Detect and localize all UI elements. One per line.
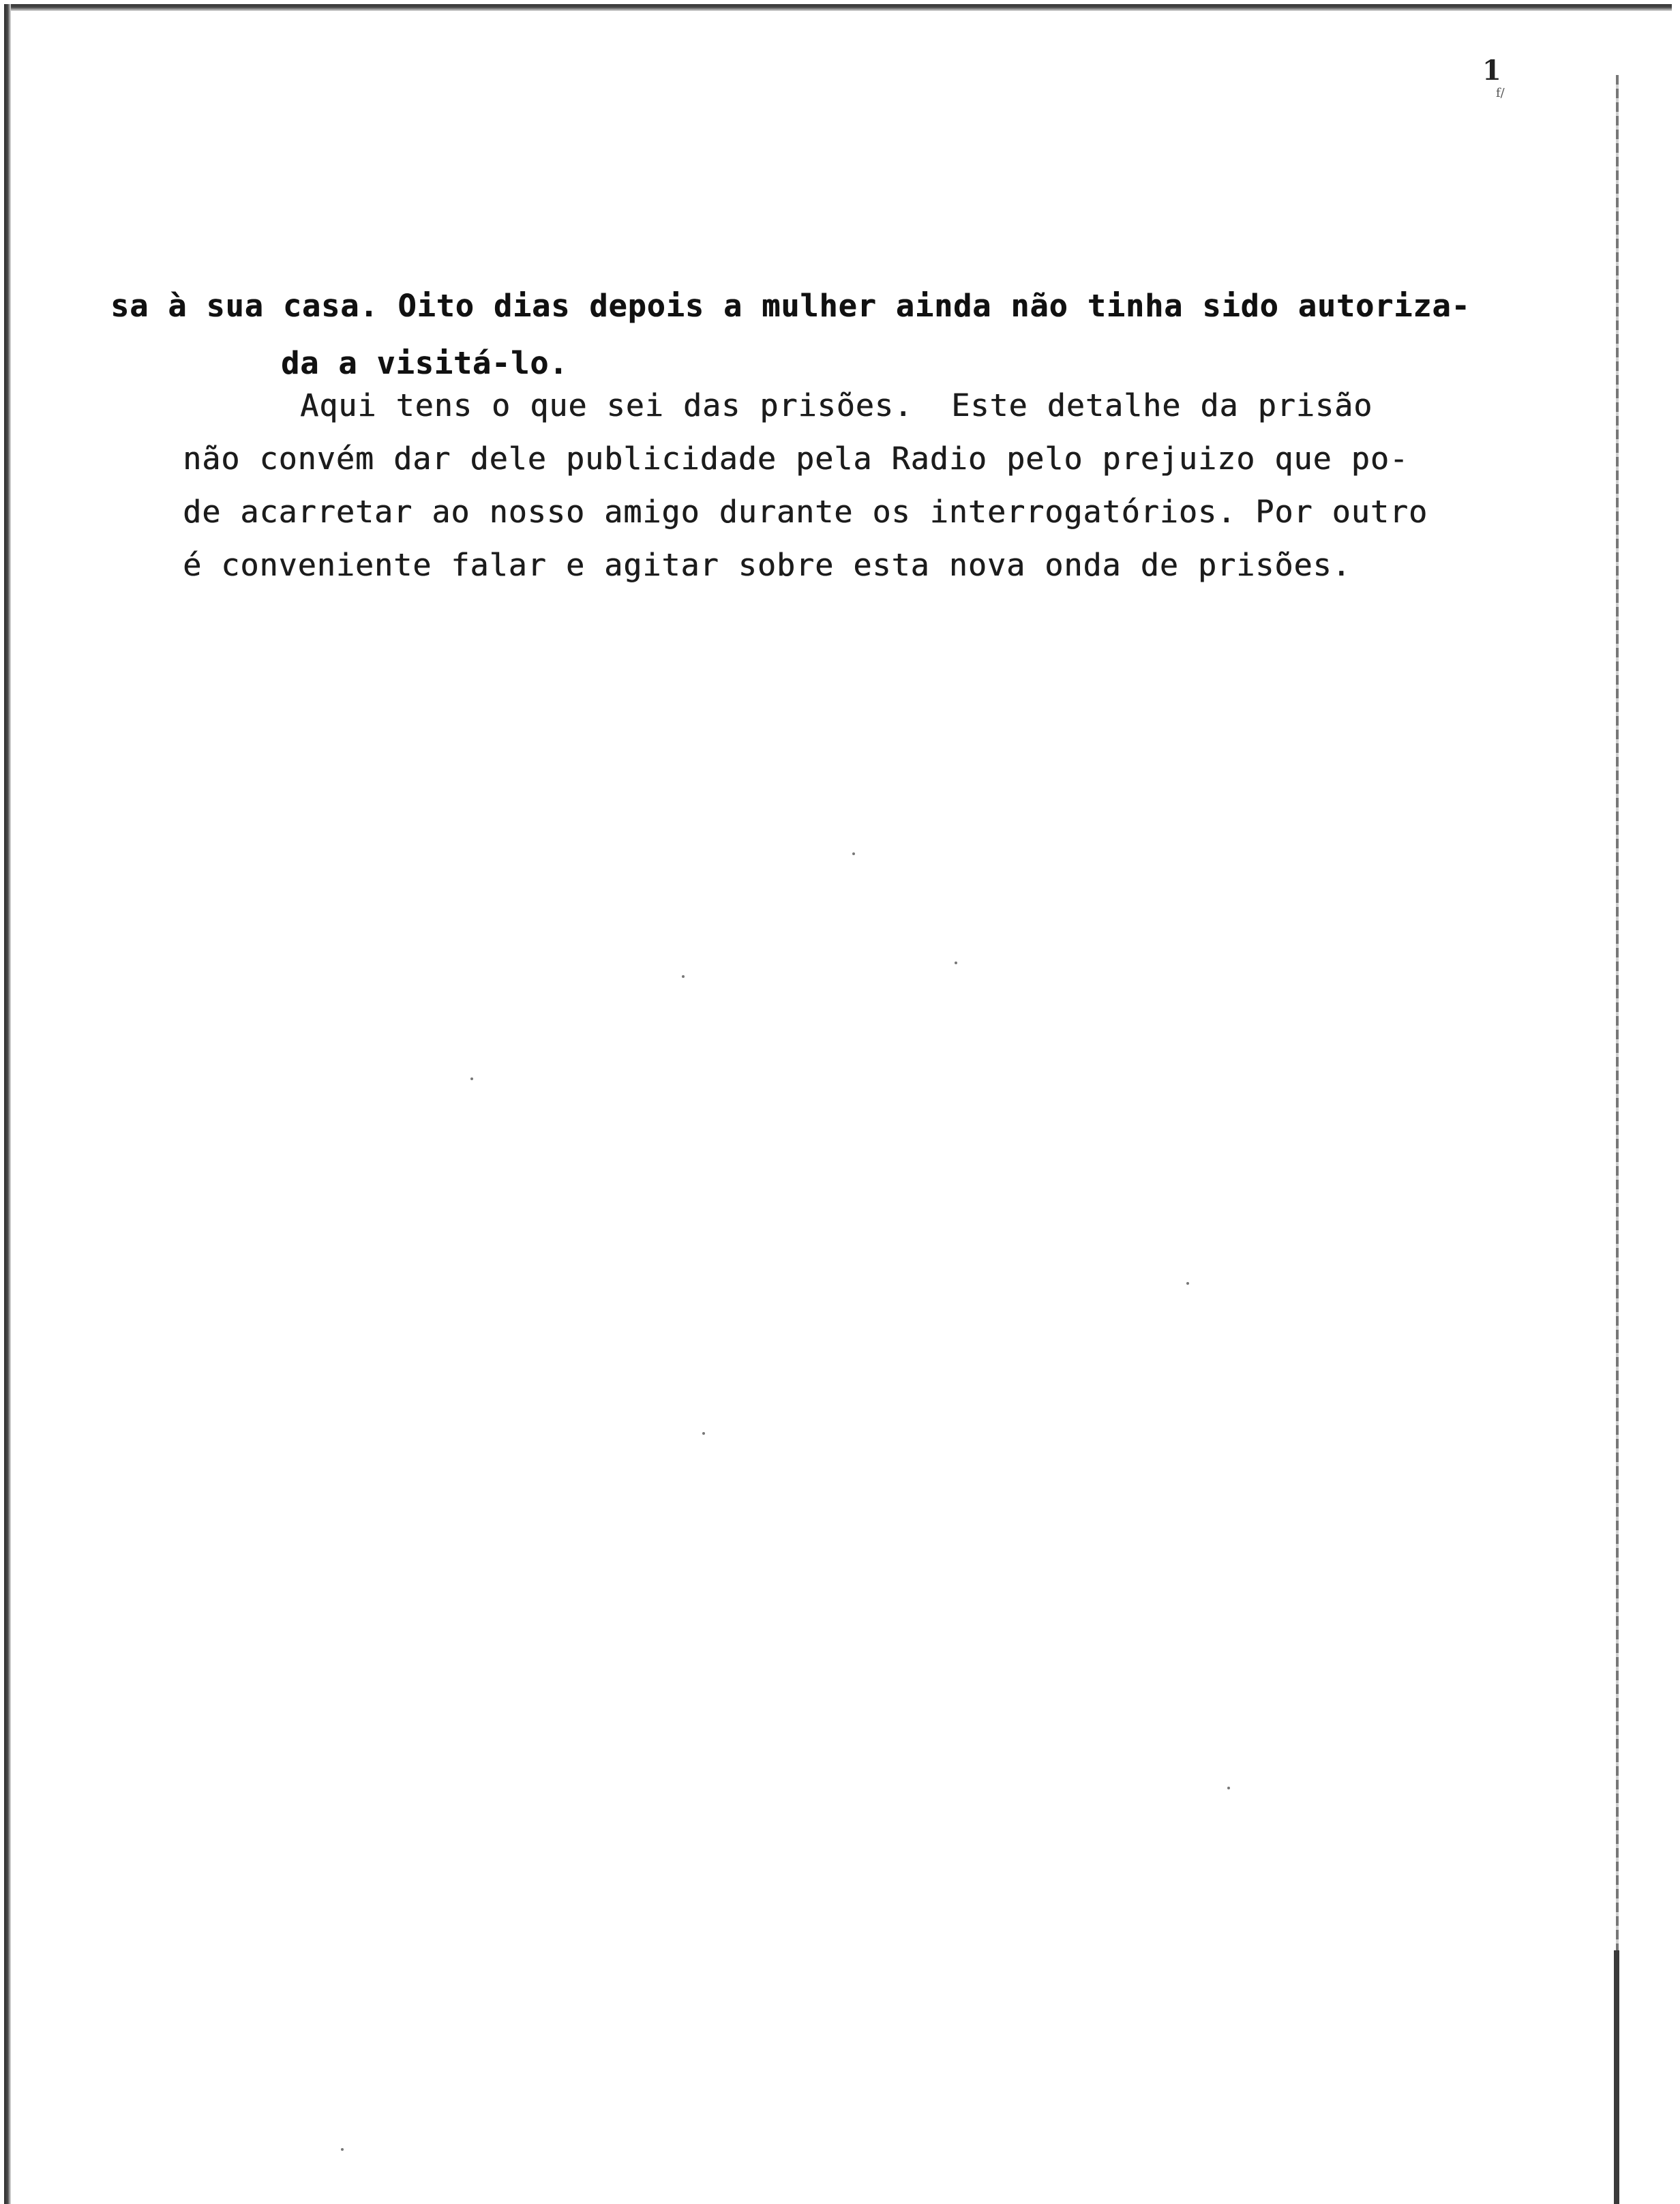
scan-edge-right [1616,75,1619,2204]
page-number [1480,55,1520,136]
scan-speck [702,1432,705,1435]
scan-edge-left [4,4,11,2204]
text-line-2: da a visitá-lo. [281,345,569,381]
scan-speck [341,2148,344,2151]
scan-speck [1227,1787,1230,1789]
text-line-5: de acarretar ao nosso amigo durante os interrogatórios. Por outro [183,494,1428,530]
page-number-mark: 1 [1482,55,1501,87]
page-number-sub: f/ [1496,86,1505,100]
scan-edge-top [7,4,1672,11]
scan-speck [682,975,685,978]
text-line-4: não convém dar dele publicidade pela Radio pelo prejuizo que po- [183,441,1409,477]
scan-speck [1186,1282,1189,1285]
scan-speck [852,852,855,855]
text-line-1: sa à sua casa. Oito dias depois a mulher ainda não tinha sido autoriza- [110,288,1471,324]
scan-speck [955,962,957,964]
text-line-3: Aqui tens o que sei das prisões. Este detalhe da prisão [300,387,1373,423]
scan-edge-right-lower [1614,1950,1619,2204]
text-line-6: é conveniente falar e agitar sobre esta nova onda de prisões. [183,547,1351,583]
scan-speck [470,1077,473,1080]
